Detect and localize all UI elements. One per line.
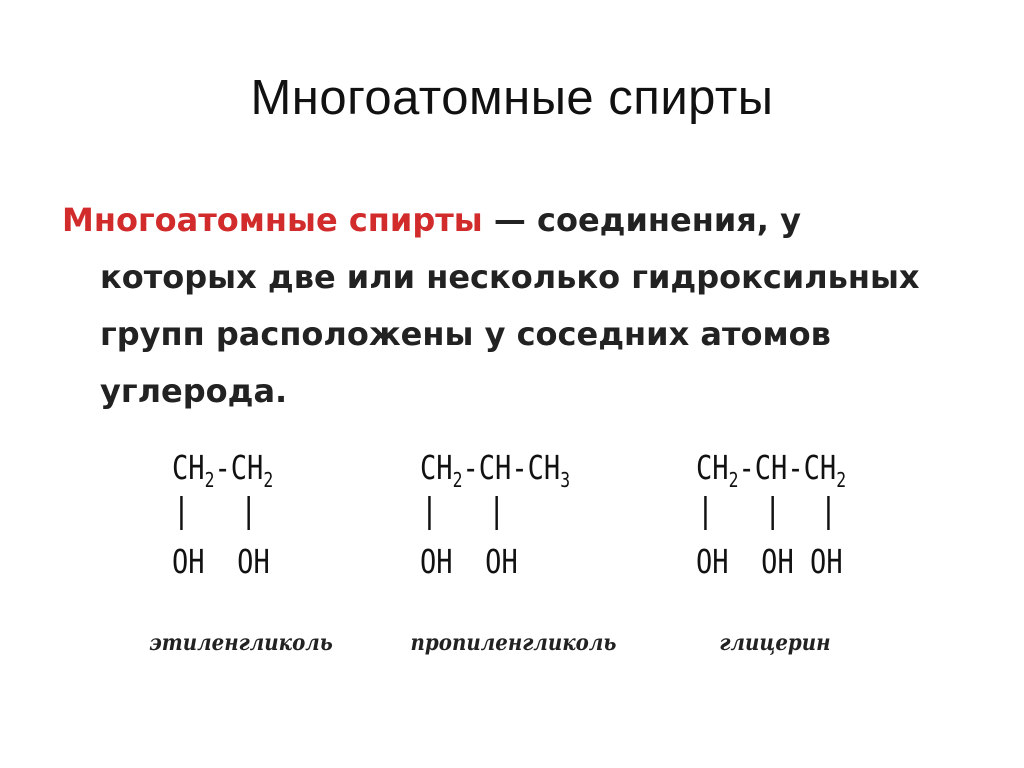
bond-line (827, 496, 829, 530)
glycerin-chain: $CH_2-CH-CH_2$ (696, 448, 847, 492)
bond-line (704, 496, 706, 530)
bond-line (495, 496, 497, 530)
glycerin-hydroxyls: OH OH OH (696, 542, 843, 581)
ethylene-glycol-caption: этиленгликоль (149, 630, 333, 656)
bond-line (247, 496, 249, 530)
slide-title: Многоатомные спирты (250, 71, 774, 125)
glycerin-caption: глицерин (719, 630, 831, 656)
ethylene-glycol-chain: $CH_2-CH_2$ (172, 448, 274, 492)
bond-line (180, 496, 182, 530)
definition-term: Многоатомные спирты (62, 201, 483, 239)
propylene-glycol-chain: $CH_2-CH-CH_3$ (420, 448, 571, 492)
propylene-glycol-hydroxyls: OH OH (420, 542, 518, 581)
definition-text: — соединения, у которых две или несколько гидроксильных групп расположены у соседних атомов углерода. (100, 201, 920, 410)
propylene-glycol-formula (420, 450, 633, 600)
propylene-glycol-caption: пропиленгликоль (410, 630, 617, 656)
ethylene-glycol-formula (172, 450, 336, 600)
definition-paragraph (62, 192, 960, 420)
ethylene-glycol-hydroxyls: OH OH (172, 542, 270, 581)
bond-line (428, 496, 430, 530)
bond-line (771, 496, 773, 530)
glycerin-formula (696, 450, 909, 600)
